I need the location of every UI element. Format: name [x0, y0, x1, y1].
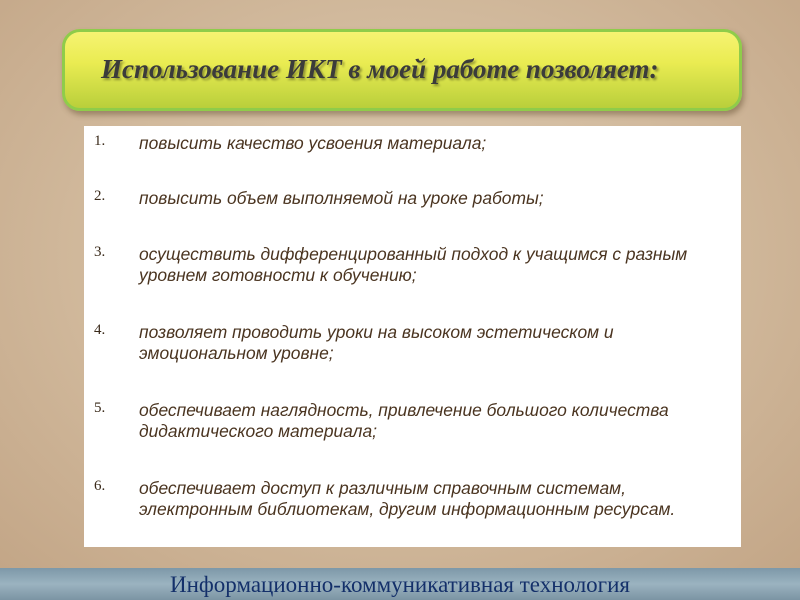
item-text: повысить объем выполняемой на уроке работы;: [139, 188, 544, 208]
item-number: 3.: [94, 244, 106, 260]
title-banner: [62, 29, 742, 111]
item-number: 2.: [94, 188, 106, 204]
item-text: позволяет проводить уроки на высоком эстетическом и эмоциональном уровне;: [139, 322, 614, 363]
item-number: 1.: [94, 133, 106, 149]
item-number: 4.: [94, 322, 106, 338]
item-text: повысить качество усвоения материала;: [139, 133, 487, 153]
slide-title: Использование ИКТ в моей работе позволяет:: [101, 54, 659, 84]
item-number: 6.: [94, 478, 106, 494]
item-text: осуществить дифференцированный подход к учащимся с разным уровнем готовности к обучению;: [139, 244, 688, 285]
benefits-list: [84, 126, 741, 547]
footer-bar: [0, 568, 800, 600]
footer-title: Информационно-коммуникативная технология: [169, 572, 631, 597]
item-text: обеспечивает наглядность, привлечение большого количества дидактического материала;: [139, 400, 669, 441]
item-number: 5.: [94, 400, 106, 416]
item-text: обеспечивает доступ к различным справочным системам, электронным библиотекам, другим информационным ресурсам.: [139, 478, 676, 519]
